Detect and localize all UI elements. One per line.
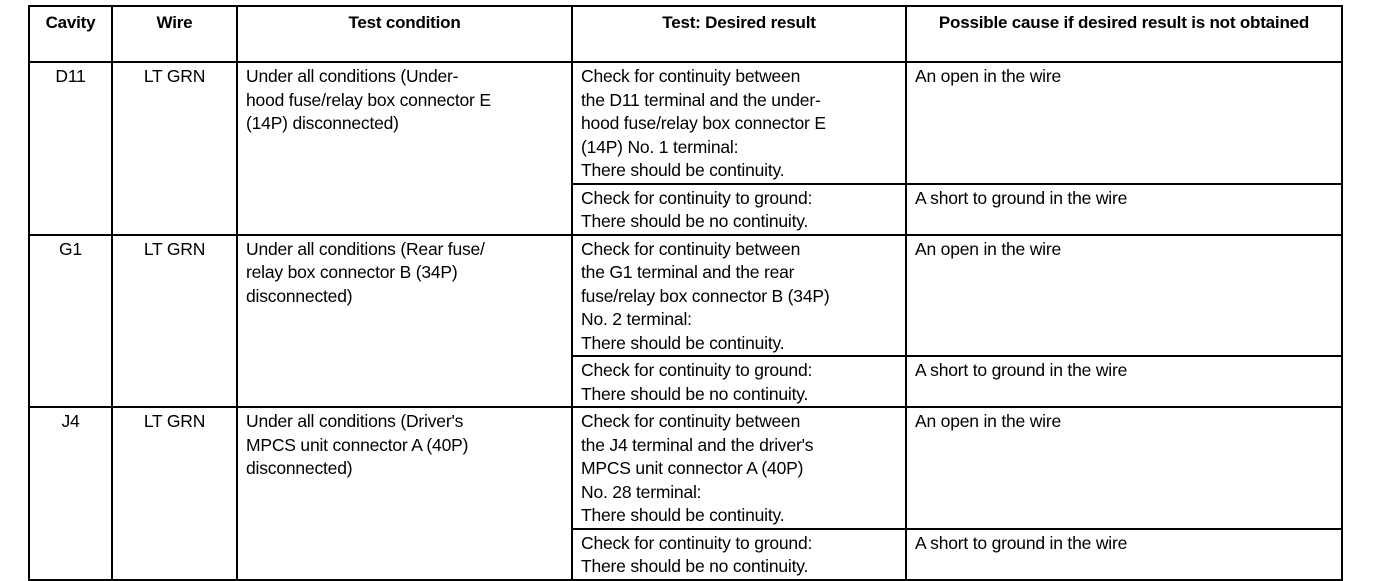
wire-test-table [28,5,1343,581]
header-wire: Wire [112,6,237,62]
cause-cell: A short to ground in the wire [906,529,1342,580]
header-possible-cause: Possible cause if desired result is not obtained [906,6,1342,62]
table-row [29,62,1342,184]
wire-cell: LT GRN [112,235,237,408]
condition-cell: Under all conditions (Rear fuse/ relay box connector B (34P) disconnected) [237,235,572,408]
header-test-condition: Test condition [237,6,572,62]
cavity-cell: G1 [29,235,112,408]
cavity-cell: D11 [29,62,112,235]
cause-cell: An open in the wire [906,62,1342,184]
header-desired-result: Test: Desired result [572,6,906,62]
header-cavity: Cavity [29,6,112,62]
cause-cell: A short to ground in the wire [906,356,1342,407]
result-cell: Check for continuity to ground: There should be no continuity. [572,529,906,580]
cavity-cell: J4 [29,407,112,580]
cause-cell: An open in the wire [906,235,1342,357]
cause-cell: An open in the wire [906,407,1342,529]
condition-cell: Under all conditions (Driver's MPCS unit connector A (40P) disconnected) [237,407,572,580]
header-row [29,6,1342,62]
result-cell: Check for continuity between the J4 terminal and the driver's MPCS unit connector A (40P) No. 28 terminal: There should be continuity. [572,407,906,529]
wire-cell: LT GRN [112,407,237,580]
wire-cell: LT GRN [112,62,237,235]
table-row [29,407,1342,529]
cause-cell: A short to ground in the wire [906,184,1342,235]
condition-cell: Under all conditions (Under- hood fuse/relay box connector E (14P) disconnected) [237,62,572,235]
result-cell: Check for continuity between the G1 terminal and the rear fuse/relay box connector B (34P) No. 2 terminal: There should be continuity. [572,235,906,357]
result-cell: Check for continuity to ground: There should be no continuity. [572,356,906,407]
result-cell: Check for continuity to ground: There should be no continuity. [572,184,906,235]
table-row [29,235,1342,357]
result-cell: Check for continuity between the D11 terminal and the under- hood fuse/relay box connector E (14P) No. 1 terminal: There should be continuity. [572,62,906,184]
